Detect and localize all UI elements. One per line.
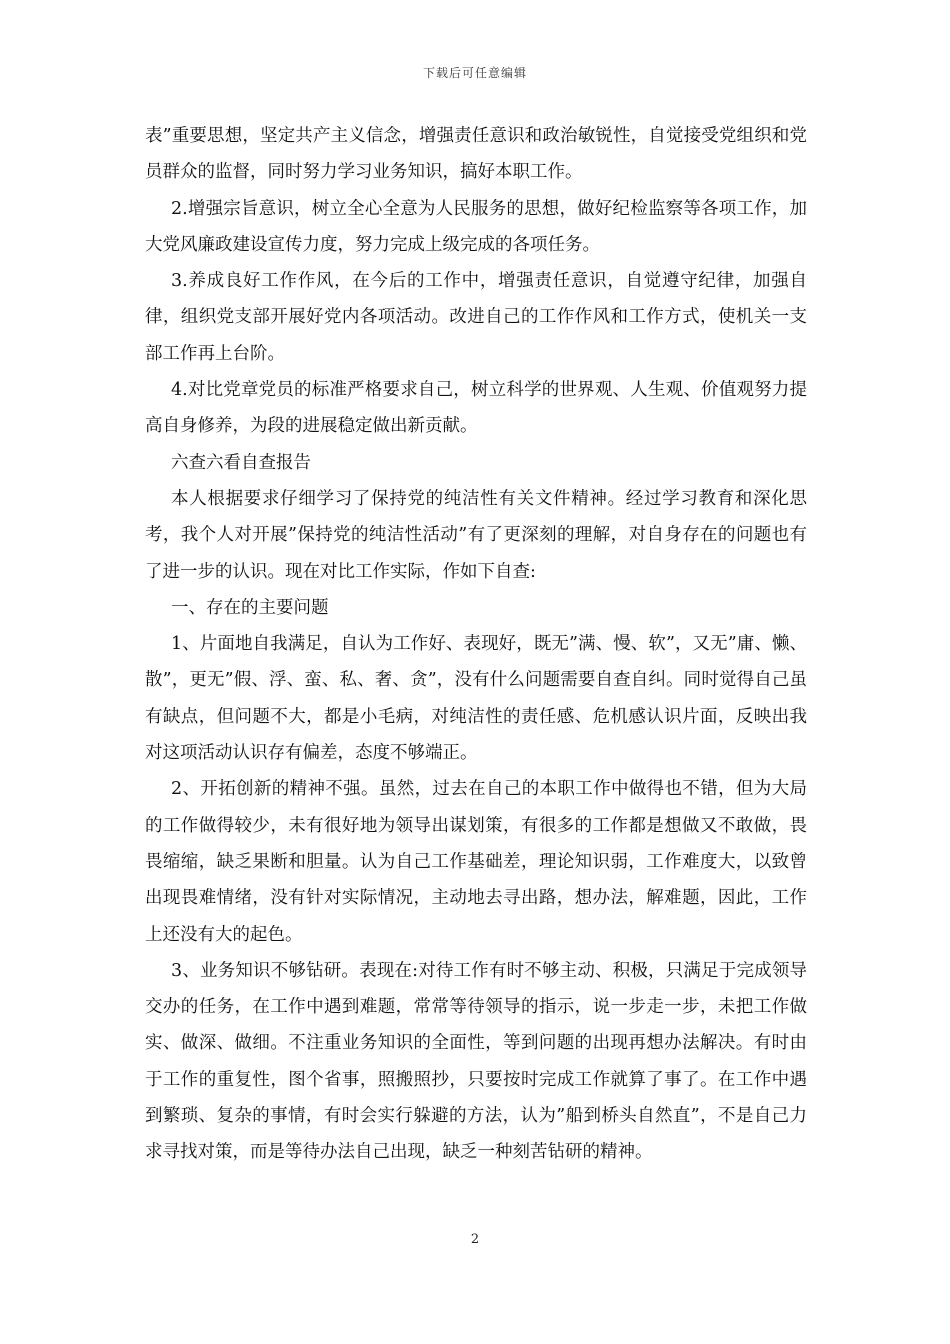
page-number: 2	[470, 1232, 480, 1247]
paragraph-problem-3: 3、业务知识不够钻研。表现在:对待工作有时不够主动、积极，只满足于完成领导交办的任务，在工作中遇到难题，常常等待领导的指示，说一步走一步，未把工作做实、做深、做细。不注重业务知识的全面性，等到问题的出现再想办法解决。有时由于工作的重复性，图个省事，照搬照抄，只要按时完成工作就算了事了。在工作中遇到繁琐、复杂的事情，有时会实行躲避的方法，认为”船到桥头自然直”，不是自己力求寻找对策，而是等待办法自己出现，缺乏一种刻苦钻研的精神。	[145, 960, 807, 1163]
paragraph-item-3: 3.养成良好工作作风，在今后的工作中，增强责任意识，自觉遵守纪律，加强自律，组织党支部开展好党内各项活动。改进自己的工作作风和工作方式，使机关一支部工作再上台阶。	[145, 271, 807, 364]
paragraph-item-2: 2.增强宗旨意识，树立全心全意为人民服务的思想，做好纪检监察等各项工作，加大党风廉政建设宣传力度，努力完成上级完成的各项任务。	[145, 198, 807, 255]
section-heading-problems: 一、存在的主要问题	[171, 597, 329, 618]
paragraph-continuation: 表”重要思想，坚定共产主义信念，增强责任意识和政治敏锐性，自觉接受党组织和党员群众的监督，同时努力学习业务知识，搞好本职工作。	[145, 126, 807, 183]
section-title: 六查六看自查报告	[171, 452, 311, 473]
page-header: 下载后可任意编辑	[422, 66, 527, 80]
paragraph-problem-1: 1、片面地自我满足，自认为工作好、表现好，既无”满、慢、软”，又无”庸、懒、散”，更无”假、浮、蛮、私、奢、贪”，没有什么问题需要自查自纠。同时觉得自己虽有缺点，但问题不大，都是小毛病，对纯洁性的责任感、危机感认识片面，反映出我对这项活动认识存有偏差，态度不够端正。	[145, 634, 807, 764]
paragraph-item-4: 4.对比党章党员的标准严格要求自己，树立科学的世界观、人生观、价值观努力提高自身修养，为段的进展稳定做出新贡献。	[145, 380, 807, 437]
document-body	[145, 118, 807, 1171]
paragraph-intro: 本人根据要求仔细学习了保持党的纯洁性有关文件精神。经过学习教育和深化思考，我个人对开展”保持党的纯洁性活动”有了更深刻的理解，对自身存在的问题也有了进一步的认识。现在对比工作实际，作如下自查:	[145, 488, 807, 582]
paragraph-problem-2: 2、开拓创新的精神不强。虽然，过去在自己的本职工作中做得也不错，但为大局的工作做得较少，未有很好地为领导出谋划策，有很多的工作都是想做又不敢做，畏畏缩缩，缺乏果断和胆量。认为自己工作基础差，理论知识弱，工作难度大，以致曾出现畏难情绪，没有针对实际情况，主动地去寻出路，想办法，解难题，因此，工作上还没有大的起色。	[145, 779, 807, 945]
